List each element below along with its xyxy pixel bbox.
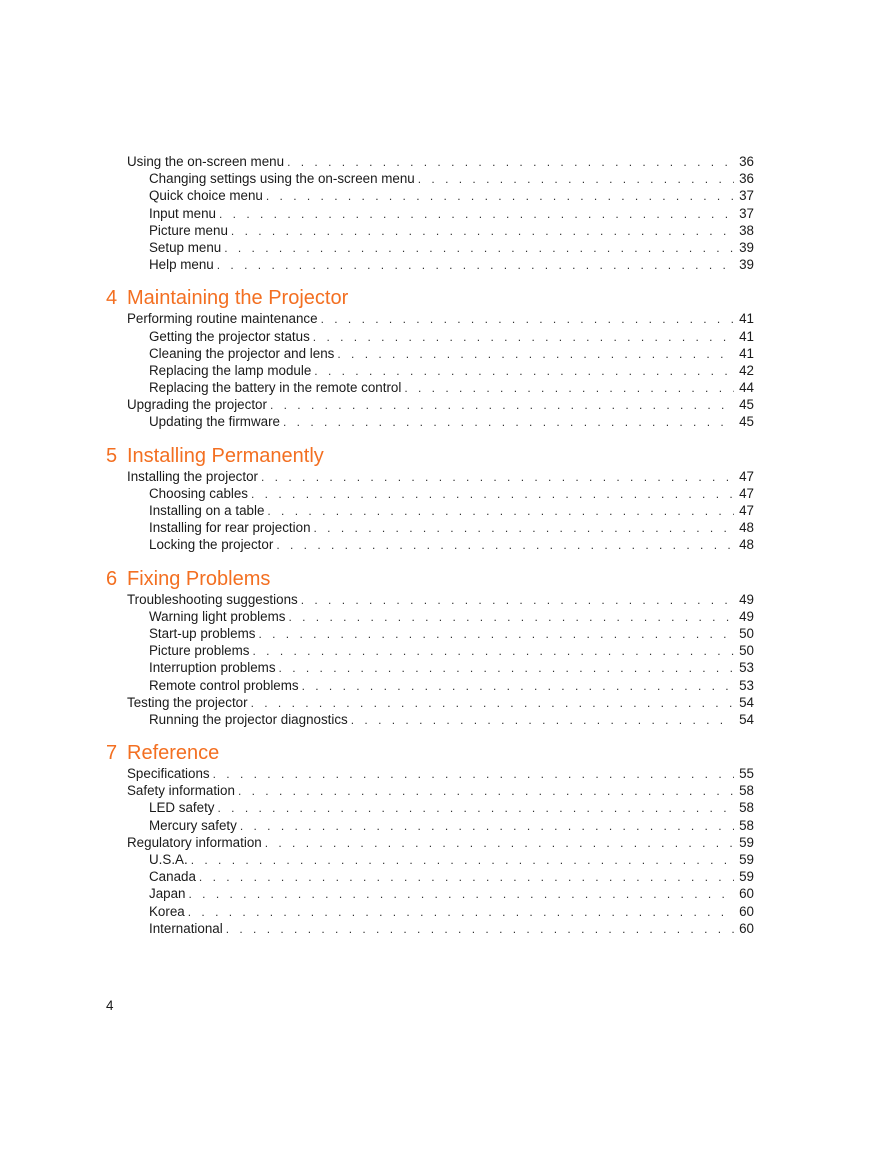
dot-leader (288, 609, 734, 626)
toc-entry-title: Replacing the lamp module (149, 362, 312, 378)
dot-leader (219, 206, 734, 223)
dot-leader (351, 712, 734, 729)
toc-section (106, 286, 754, 430)
dot-leader (231, 223, 734, 240)
toc-entry-page: 45 (739, 414, 754, 430)
toc-entry-title: Quick choice menu (149, 188, 263, 204)
table-of-contents (106, 153, 754, 937)
dot-leader (258, 626, 734, 643)
toc-entry-title: LED safety (149, 800, 215, 816)
toc-entry-title: Getting the projector status (149, 328, 310, 344)
toc-entry[interactable] (106, 153, 754, 170)
toc-entry-page: 38 (739, 222, 754, 238)
toc-entry-title: Safety information (127, 783, 235, 799)
dot-leader (224, 240, 734, 257)
dot-leader (238, 783, 734, 800)
toc-entry[interactable] (106, 799, 754, 816)
toc-entry-title: Canada (149, 869, 196, 885)
toc-entry-title: Japan (149, 886, 186, 902)
dot-leader (301, 592, 734, 609)
toc-entry-page: 59 (739, 852, 754, 867)
toc-entry-page: 50 (739, 625, 754, 641)
toc-entry-page: 59 (739, 869, 754, 885)
chapter-title: Installing Permanently (127, 444, 324, 467)
toc-section (106, 153, 754, 273)
toc-entry-title: Performing routine maintenance (127, 311, 318, 327)
toc-entry-title: Interruption problems (149, 660, 276, 676)
toc-entry[interactable] (106, 170, 754, 187)
chapter-title: Fixing Problems (127, 567, 271, 590)
dot-leader (199, 869, 734, 886)
toc-entry-title: Cleaning the projector and lens (149, 345, 335, 361)
chapter-heading[interactable] (106, 444, 754, 468)
toc-entry[interactable] (106, 362, 754, 379)
toc-entry[interactable] (106, 868, 754, 885)
toc-entry[interactable] (106, 396, 754, 413)
toc-entry-page: 47 (739, 468, 754, 484)
toc-entry-title: Installing for rear projection (149, 520, 311, 536)
toc-entry-page: 44 (739, 380, 754, 396)
toc-entry-page: 48 (739, 520, 754, 536)
toc-entry[interactable] (106, 659, 754, 676)
chapter-title: Maintaining the Projector (127, 287, 349, 310)
dot-leader (321, 311, 734, 328)
dot-leader (251, 486, 734, 503)
dot-leader (266, 188, 734, 205)
toc-entry[interactable] (106, 711, 754, 728)
chapter-heading[interactable] (106, 286, 754, 310)
toc-entry-page: 53 (739, 660, 754, 676)
dot-leader (251, 695, 734, 712)
toc-entry[interactable] (106, 502, 754, 519)
toc-entry[interactable] (106, 379, 754, 396)
toc-entry-title: Picture menu (149, 222, 228, 238)
dot-leader (240, 818, 734, 835)
toc-entry-page: 58 (739, 817, 754, 833)
toc-entry-page: 50 (739, 643, 754, 659)
dot-leader (283, 414, 734, 431)
toc-entry[interactable] (106, 642, 754, 659)
toc-entry-title: Locking the projector (149, 537, 274, 553)
chapter-number: 5 (106, 444, 118, 467)
toc-entry-title: Input menu (149, 205, 216, 221)
dot-leader (218, 800, 735, 817)
chapter-title: Reference (127, 742, 220, 765)
toc-entry-page: 58 (739, 783, 754, 799)
toc-entry-title: Mercury safety (149, 817, 237, 833)
chapter-number: 4 (106, 287, 118, 310)
chapter-heading[interactable] (106, 567, 754, 591)
toc-entry-page: 49 (739, 608, 754, 624)
toc-entry[interactable] (106, 536, 754, 553)
toc-entry-page: 45 (739, 397, 754, 413)
chapter-heading[interactable] (106, 741, 754, 765)
toc-entry[interactable] (106, 765, 754, 782)
toc-entry-title: Korea (149, 903, 185, 919)
dot-leader (276, 537, 734, 554)
dot-leader (313, 329, 734, 346)
toc-entry[interactable] (106, 920, 754, 937)
toc-entry-page: 36 (739, 171, 754, 187)
toc-entry-title: Upgrading the projector (127, 397, 267, 413)
toc-entry-title: Setup menu (149, 239, 222, 255)
dot-leader (252, 643, 734, 660)
toc-entry-page: 55 (739, 766, 754, 782)
toc-entry-page: 59 (739, 834, 754, 850)
dot-leader (191, 852, 734, 869)
toc-entry[interactable] (106, 885, 754, 902)
toc-entry-title: Installing the projector (127, 468, 259, 484)
toc-entry-page: 41 (739, 328, 754, 344)
dot-leader (270, 397, 734, 414)
toc-entry-page: 47 (739, 485, 754, 501)
toc-entry-page: 48 (739, 537, 754, 553)
toc-entry[interactable] (106, 851, 754, 868)
dot-leader (226, 921, 734, 938)
toc-entry-page: 39 (739, 257, 754, 273)
toc-entry-page: 37 (739, 205, 754, 221)
toc-entry-title: Specifications (127, 766, 210, 782)
dot-leader (418, 171, 734, 188)
toc-entry[interactable] (106, 519, 754, 536)
toc-entry-title: Replacing the battery in the remote control (149, 380, 402, 396)
toc-entry[interactable] (106, 187, 754, 204)
toc-entry-title: Running the projector diagnostics (149, 711, 348, 727)
toc-entry-title: Troubleshooting suggestions (127, 591, 298, 607)
toc-entry[interactable] (106, 256, 754, 273)
toc-entry[interactable] (106, 677, 754, 694)
toc-entry[interactable] (106, 608, 754, 625)
dot-leader (213, 766, 734, 783)
dot-leader (267, 503, 734, 520)
toc-entry-title: Testing the projector (127, 694, 248, 710)
toc-entry-page: 47 (739, 503, 754, 518)
dot-leader (265, 835, 734, 852)
toc-entry-title: Start-up problems (149, 625, 256, 641)
dot-leader (279, 660, 734, 677)
toc-entry[interactable] (106, 485, 754, 502)
toc-section (106, 741, 754, 937)
dot-leader (287, 154, 734, 171)
toc-entry-page: 37 (739, 188, 754, 204)
page-number: 4 (106, 998, 114, 1013)
toc-section (106, 444, 754, 554)
toc-entry-page: 58 (739, 800, 754, 816)
toc-entry-page: 54 (739, 694, 754, 710)
toc-entry[interactable] (106, 625, 754, 642)
dot-leader (188, 886, 734, 903)
toc-entry-title: Regulatory information (127, 834, 262, 850)
toc-entry[interactable] (106, 834, 754, 851)
toc-entry[interactable] (106, 817, 754, 834)
chapter-number: 6 (106, 567, 118, 590)
toc-entry-title: Choosing cables (149, 485, 249, 501)
toc-entry-page: 53 (739, 677, 754, 693)
toc-entry[interactable] (106, 328, 754, 345)
dot-leader (302, 678, 734, 695)
dot-leader (261, 469, 734, 486)
toc-entry-title: Updating the firmware (149, 414, 280, 430)
toc-entry-page: 60 (739, 920, 754, 936)
dot-leader (217, 257, 734, 274)
toc-entry[interactable] (106, 694, 754, 711)
toc-entry-title: Changing settings using the on-screen menu (149, 171, 415, 187)
toc-entry[interactable] (106, 782, 754, 799)
toc-entry-title: Help menu (149, 257, 214, 273)
toc-entry-page: 49 (739, 591, 754, 607)
toc-entry[interactable] (106, 345, 754, 362)
toc-entry-title: Using the on-screen menu (127, 154, 285, 169)
toc-entry-title: Warning light problems (149, 608, 286, 624)
toc-entry-page: 54 (739, 711, 754, 727)
toc-section (106, 567, 754, 729)
toc-entry-title: Remote control problems (149, 677, 299, 693)
dot-leader (314, 363, 734, 380)
toc-entry[interactable] (106, 591, 754, 608)
toc-entry-page: 41 (739, 345, 754, 361)
chapter-number: 7 (106, 742, 118, 765)
toc-entry[interactable] (106, 903, 754, 920)
toc-entry-page: 39 (739, 239, 754, 255)
toc-entry-page: 60 (739, 886, 754, 902)
toc-entry-page: 36 (739, 154, 754, 169)
toc-entry-page: 60 (739, 903, 754, 919)
toc-entry-page: 42 (739, 362, 754, 378)
toc-entry-title: U.S.A. (149, 852, 188, 867)
toc-entry[interactable] (106, 413, 754, 430)
toc-entry[interactable] (106, 205, 754, 222)
toc-entry[interactable] (106, 222, 754, 239)
toc-entry-page: 41 (739, 311, 754, 327)
toc-entry[interactable] (106, 310, 754, 327)
dot-leader (314, 520, 734, 537)
dot-leader (404, 380, 734, 397)
toc-entry[interactable] (106, 468, 754, 485)
toc-entry-title: Installing on a table (149, 503, 265, 518)
toc-entry-title: International (149, 920, 223, 936)
dot-leader (188, 904, 734, 921)
dot-leader (337, 346, 734, 363)
toc-entry[interactable] (106, 239, 754, 256)
toc-entry-title: Picture problems (149, 643, 250, 659)
